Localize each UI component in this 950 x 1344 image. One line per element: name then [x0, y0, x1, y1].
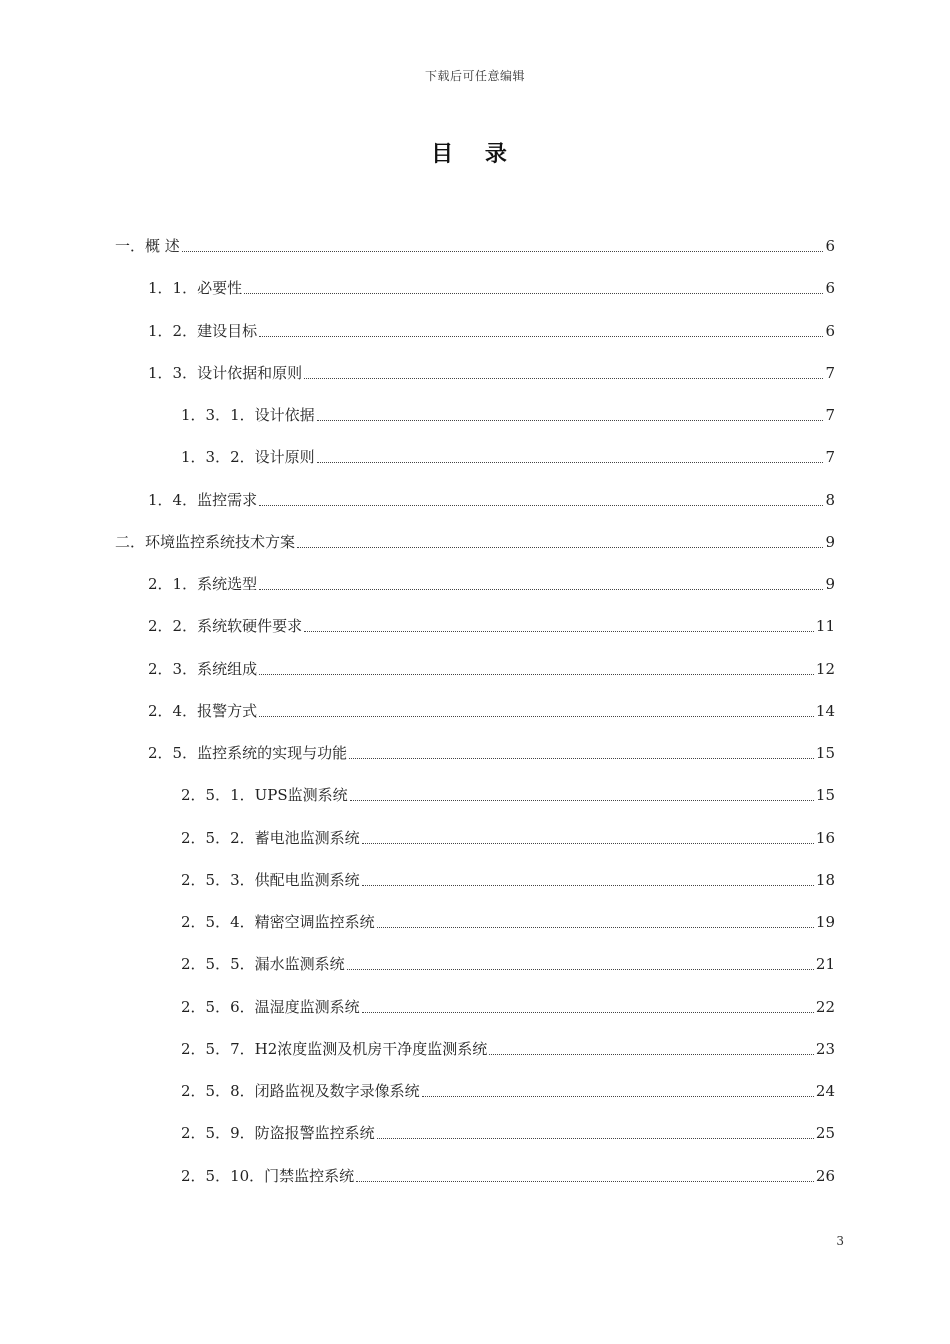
toc-entry-page: 7	[825, 448, 835, 466]
dot-leader	[259, 505, 823, 506]
dot-leader	[377, 1138, 814, 1139]
toc-entry[interactable]	[181, 824, 835, 848]
toc-entry[interactable]	[181, 1035, 835, 1059]
toc-entry-label: 2．3．系统组成	[148, 660, 258, 678]
toc-entry-page: 7	[825, 364, 835, 382]
dot-leader	[317, 462, 824, 463]
toc-entry-label: 1．3．1．设计依据	[181, 406, 315, 424]
toc-entry-page: 9	[825, 533, 835, 551]
toc-entry-label: 2．5．7．H2浓度监测及机房干净度监测系统	[181, 1040, 488, 1058]
dot-leader	[182, 251, 824, 252]
toc-entry[interactable]	[148, 655, 835, 679]
dot-leader	[259, 674, 814, 675]
toc-entry-page: 19	[815, 913, 835, 931]
toc-entry-label: 2．5．2．蓄电池监测系统	[181, 829, 360, 847]
toc-entry[interactable]	[148, 697, 835, 721]
toc-entry-page: 6	[825, 237, 835, 255]
toc-entry-label: 1．3．设计依据和原则	[148, 364, 303, 382]
dot-leader	[244, 293, 823, 294]
toc-entry-page: 25	[815, 1124, 835, 1142]
toc-entry[interactable]	[148, 274, 835, 298]
toc-entry-page: 21	[815, 955, 835, 973]
page-title: 目 录	[431, 142, 519, 167]
dot-leader	[304, 378, 823, 379]
toc-entry-label: 2．5．5．漏水监测系统	[181, 955, 345, 973]
toc-entry[interactable]	[181, 1162, 835, 1186]
toc-entry-label: 2．5．1．UPS监测系统	[181, 786, 348, 804]
dot-leader	[259, 589, 823, 590]
dot-leader	[489, 1054, 814, 1055]
toc-entry-label: 2．4．报警方式	[148, 702, 258, 720]
toc-entry[interactable]	[181, 908, 835, 932]
toc-entry-page: 15	[815, 744, 835, 762]
toc-entry-page: 7	[825, 406, 835, 424]
toc-entry[interactable]	[148, 612, 835, 636]
toc-entry[interactable]	[115, 528, 835, 552]
toc-entry[interactable]	[148, 570, 835, 594]
dot-leader	[377, 927, 814, 928]
toc-entry[interactable]	[148, 739, 835, 763]
dot-leader	[349, 758, 814, 759]
toc-entry[interactable]	[181, 781, 835, 805]
toc-entry-label: 一．概 述	[115, 237, 180, 255]
toc-entry-label: 1．3．2．设计原则	[181, 448, 315, 466]
dot-leader	[350, 800, 814, 801]
toc-entry-page: 12	[815, 660, 835, 678]
toc-entry-label: 2．5．3．供配电监测系统	[181, 871, 360, 889]
toc-entry-page: 22	[815, 998, 835, 1016]
dot-leader	[297, 547, 823, 548]
toc-entry-page: 24	[815, 1082, 835, 1100]
dot-leader	[356, 1181, 814, 1182]
toc-entry[interactable]	[181, 866, 835, 890]
toc-entry-label: 2．5．9．防盗报警监控系统	[181, 1124, 375, 1142]
toc-entry-label: 1．2．建设目标	[148, 322, 258, 340]
toc-entry[interactable]	[181, 993, 835, 1017]
toc-entry[interactable]	[181, 401, 835, 425]
dot-leader	[347, 969, 814, 970]
dot-leader	[422, 1096, 814, 1097]
toc-entry[interactable]	[181, 1119, 835, 1143]
toc-entry-label: 2．5．10．门禁监控系统	[181, 1167, 355, 1185]
toc-entry-label: 2．5．监控系统的实现与功能	[148, 744, 348, 762]
toc-entry-page: 15	[815, 786, 835, 804]
toc-entry-label: 2．5．4．精密空调监控系统	[181, 913, 375, 931]
toc-entry-page: 18	[815, 871, 835, 889]
toc-entry[interactable]	[148, 359, 835, 383]
toc-entry-page: 23	[815, 1040, 835, 1058]
toc-entry-label: 1．1．必要性	[148, 279, 243, 297]
toc-entry-label: 2．5．8．闭路监视及数字录像系统	[181, 1082, 420, 1100]
toc-entry-page: 9	[825, 575, 835, 593]
dot-leader	[362, 885, 814, 886]
dot-leader	[317, 420, 824, 421]
toc-entry[interactable]	[181, 443, 835, 467]
toc-entry[interactable]	[181, 950, 835, 974]
toc-entry-label: 2．2．系统软硬件要求	[148, 617, 303, 635]
toc-entry-page: 6	[825, 279, 835, 297]
header-note: 下载后可任意编辑	[424, 69, 525, 83]
toc-entry[interactable]	[148, 486, 835, 510]
page-number: 3	[836, 1234, 844, 1248]
toc-entry[interactable]	[148, 317, 835, 341]
toc-entry-page: 6	[825, 322, 835, 340]
toc-entry-page: 8	[825, 491, 835, 509]
toc-entry[interactable]	[181, 1077, 835, 1101]
dot-leader	[259, 716, 814, 717]
toc-entry-label: 1．4．监控需求	[148, 491, 258, 509]
toc-entry[interactable]	[115, 232, 835, 256]
toc-entry-label: 2．1．系统选型	[148, 575, 258, 593]
dot-leader	[304, 631, 814, 632]
dot-leader	[362, 843, 814, 844]
toc-entry-page: 14	[815, 702, 835, 720]
toc-entry-page: 16	[815, 829, 835, 847]
dot-leader	[259, 336, 823, 337]
toc-entry-page: 11	[815, 617, 835, 635]
toc-entry-page: 26	[815, 1167, 835, 1185]
toc-entry-label: 2．5．6．温湿度监测系统	[181, 998, 360, 1016]
toc-entry-label: 二．环境监控系统技术方案	[115, 533, 296, 551]
dot-leader	[362, 1012, 814, 1013]
